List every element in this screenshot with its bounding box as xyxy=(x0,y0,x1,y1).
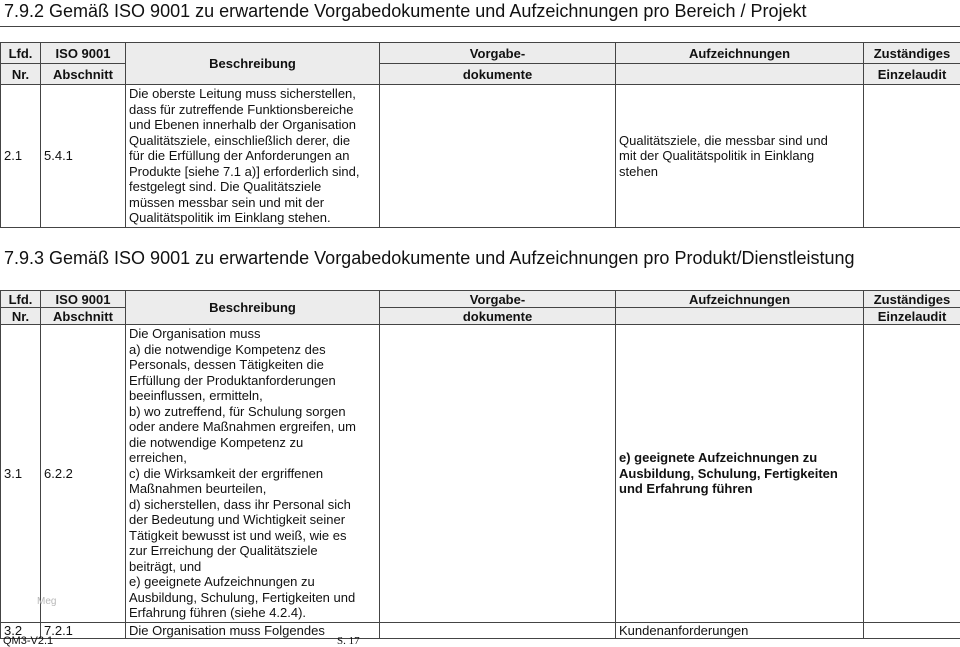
cell-nr: 3.2 xyxy=(1,622,41,639)
header-nr: Nr. xyxy=(1,308,41,325)
cell-aufzeichnungen: Kundenanforderungen xyxy=(616,622,864,639)
header-vorgabe-2: dokumente xyxy=(380,64,616,85)
header-einzelaudit: Einzelaudit xyxy=(864,64,960,85)
footer-document-id: QM3-V2.1 xyxy=(3,635,54,647)
table-row xyxy=(1,85,960,228)
section-heading-7-9-3: 7.9.3 Gemäß ISO 9001 zu erwartende Vorgabedokumente und Aufzeichnungen pro Produkt/Dienstleistung xyxy=(4,248,855,268)
header-aufzeichnungen: Aufzeichnungen xyxy=(616,43,864,64)
header-nr: Nr. xyxy=(1,64,41,85)
cell-vorgabe xyxy=(380,325,616,623)
cell-beschreibung: Die Organisation muss Folgendes xyxy=(126,622,380,639)
header-einzelaudit: Einzelaudit xyxy=(864,308,960,325)
cell-abschnitt: 6.2.2 xyxy=(41,325,126,623)
header-lfd: Lfd. xyxy=(1,43,41,64)
cell-beschreibung: Die Organisation muss a) die notwendige Kompetenz des Personals, dessen Tätigkeiten die Erfüllung der Produktanforderungen beeinflussen, ermitteln, b) wo zutreffend, für Schulung sorgen oder andere Maßnahmen ergreifen, um die notwendige Kompetenz zu erreichen, c) die Wirksamkeit der ergriffenen Maßnahmen beurteilen, d) sicherstellen, dass ihr Personal sich der Bedeutung und Wichtigkeit seiner Tätigkeit bewusst ist und weiß, wie es zur Erreichung der Qualitätsziele beiträgt, und e) geeignete Aufzeichnungen zu Ausbildung, Schulung, Fertigkeiten und Erfahrung führen (siehe 4.2.4). xyxy=(126,325,380,623)
table-row xyxy=(1,325,960,623)
section-heading-7-9-2: 7.9.2 Gemäß ISO 9001 zu erwartende Vorgabedokumente und Aufzeichnungen pro Bereich / Projekt xyxy=(4,1,807,21)
cell-zustaendig xyxy=(864,325,960,623)
header-aufzeichnungen-cont xyxy=(616,64,864,85)
cell-abschnitt: 5.4.1 xyxy=(41,85,126,228)
header-vorgabe-1: Vorgabe- xyxy=(380,291,616,308)
header-abschnitt: Abschnitt xyxy=(41,308,126,325)
cell-nr: 2.1 xyxy=(1,85,41,228)
header-beschreibung: Beschreibung xyxy=(126,43,380,85)
cell-aufzeichnungen: e) geeignete Aufzeichnungen zu Ausbildung, Schulung, Fertigkeiten und Erfahrung führen xyxy=(616,325,864,623)
requirements-table-produkt xyxy=(0,290,960,639)
cell-zustaendig xyxy=(864,622,960,639)
cell-abschnitt: 7.2.1 xyxy=(41,622,126,639)
header-iso: ISO 9001 xyxy=(41,291,126,308)
cell-vorgabe xyxy=(380,85,616,228)
cell-beschreibung: Die oberste Leitung muss sicherstellen, dass für zutreffende Funktionsbereiche und Ebenen innerhalb der Organisation Qualitätsziele, einschließlich derer, die für die Erfüllung der Anforderungen an Produkte [siehe 7.1 a)] erforderlich sind, festgelegt sind. Die Qualitätsziele müssen messbar sein und mit der Qualitätspolitik im Einklang stehen. xyxy=(126,85,380,228)
header-vorgabe-2: dokumente xyxy=(380,308,616,325)
header-beschreibung: Beschreibung xyxy=(126,291,380,325)
header-vorgabe-1: Vorgabe- xyxy=(380,43,616,64)
footer-page-number: S. 17 xyxy=(337,635,360,647)
cell-zustaendig xyxy=(864,85,960,228)
header-lfd: Lfd. xyxy=(1,291,41,308)
watermark: Meg xyxy=(37,596,57,607)
cell-nr: 3.1 xyxy=(1,325,41,623)
header-zustaendiges: Zuständiges xyxy=(864,291,960,308)
header-aufzeichnungen-cont xyxy=(616,308,864,325)
cell-vorgabe xyxy=(380,622,616,639)
table-row xyxy=(1,622,960,639)
requirements-table-bereich xyxy=(0,42,960,228)
header-aufzeichnungen: Aufzeichnungen xyxy=(616,291,864,308)
header-zustaendiges: Zuständiges xyxy=(864,43,960,64)
cell-aufzeichnungen: Qualitätsziele, die messbar sind und mit der Qualitätspolitik in Einklang stehen xyxy=(616,85,864,228)
header-abschnitt: Abschnitt xyxy=(41,64,126,85)
header-iso: ISO 9001 xyxy=(41,43,126,64)
heading-rule xyxy=(0,26,960,27)
